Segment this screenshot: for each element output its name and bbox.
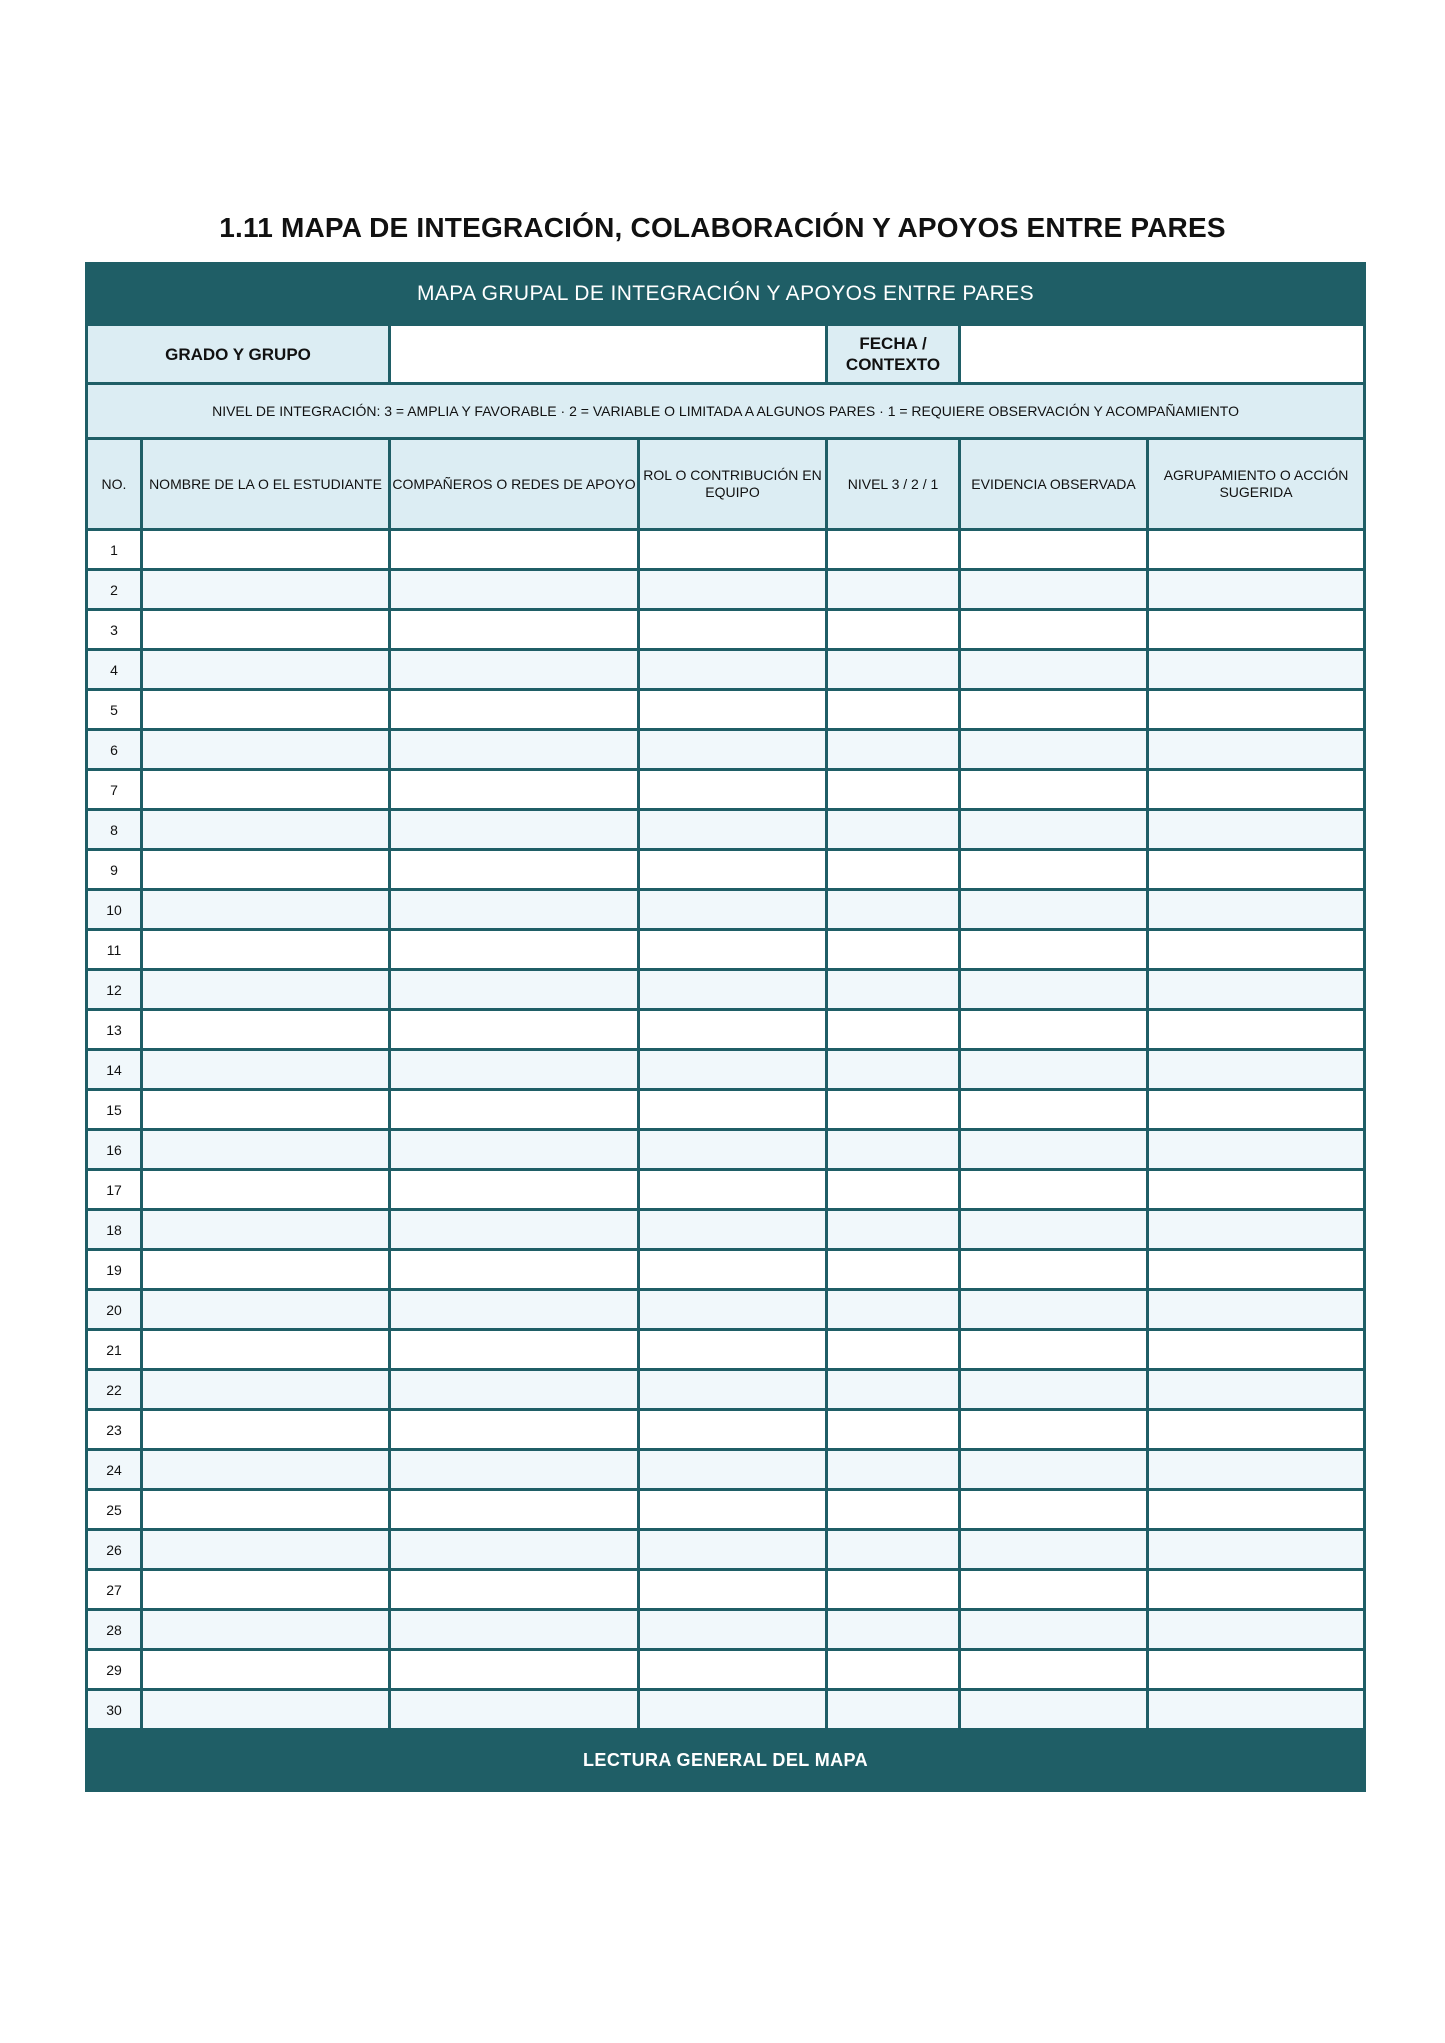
suggested-action-cell[interactable]: [1148, 1690, 1365, 1730]
table-row: [87, 1490, 1365, 1530]
row-number: 7: [87, 770, 142, 810]
team-role-cell[interactable]: [639, 690, 827, 730]
student-name-cell[interactable]: [142, 610, 390, 650]
support-networks-cell[interactable]: [390, 570, 639, 610]
team-role-cell[interactable]: [639, 730, 827, 770]
support-networks-cell[interactable]: [390, 1250, 639, 1290]
student-name-cell[interactable]: [142, 1410, 390, 1450]
table-row: [87, 650, 1365, 690]
table-row: [87, 930, 1365, 970]
row-number: 25: [87, 1490, 142, 1530]
page-title: 1.11 MAPA DE INTEGRACIÓN, COLABORACIÓN Y APOYOS ENTRE PARES: [219, 212, 1226, 243]
table-row: [87, 570, 1365, 610]
student-name-cell[interactable]: [142, 1290, 390, 1330]
suggested-action-cell[interactable]: [1148, 1250, 1365, 1290]
team-role-cell[interactable]: [639, 1330, 827, 1370]
table-row: [87, 610, 1365, 650]
support-networks-cell[interactable]: [390, 1290, 639, 1330]
column-header-no: NO.: [87, 439, 142, 530]
evidence-cell[interactable]: [960, 1210, 1148, 1250]
suggested-action-cell[interactable]: [1148, 1090, 1365, 1130]
row-number: 6: [87, 730, 142, 770]
team-role-cell[interactable]: [639, 1410, 827, 1450]
level-cell[interactable]: [827, 690, 960, 730]
evidence-cell[interactable]: [960, 650, 1148, 690]
student-name-cell[interactable]: [142, 650, 390, 690]
column-header-team-role: ROL O CONTRIBUCIÓN EN EQUIPO: [639, 439, 827, 530]
column-header-row: [87, 439, 1365, 530]
table-row: [87, 1650, 1365, 1690]
table-banner: MAPA GRUPAL DE INTEGRACIÓN Y APOYOS ENTRE PARES: [87, 264, 1365, 325]
support-networks-cell[interactable]: [390, 1570, 639, 1610]
suggested-action-cell[interactable]: [1148, 1010, 1365, 1050]
suggested-action-cell[interactable]: [1148, 1370, 1365, 1410]
row-number: 11: [87, 930, 142, 970]
level-cell[interactable]: [827, 1050, 960, 1090]
fecha-contexto-field[interactable]: [960, 325, 1365, 384]
table-row: [87, 1290, 1365, 1330]
level-cell[interactable]: [827, 850, 960, 890]
table-row: [87, 1410, 1365, 1450]
student-name-cell[interactable]: [142, 730, 390, 770]
row-number: 29: [87, 1650, 142, 1690]
table-row: [87, 770, 1365, 810]
row-number: 16: [87, 1130, 142, 1170]
level-cell[interactable]: [827, 1250, 960, 1290]
student-name-cell[interactable]: [142, 970, 390, 1010]
student-name-cell[interactable]: [142, 1450, 390, 1490]
support-networks-cell[interactable]: [390, 1130, 639, 1170]
student-name-cell[interactable]: [142, 570, 390, 610]
level-cell[interactable]: [827, 1610, 960, 1650]
suggested-action-cell[interactable]: [1148, 1610, 1365, 1650]
team-role-cell[interactable]: [639, 930, 827, 970]
suggested-action-cell[interactable]: [1148, 1570, 1365, 1610]
evidence-cell[interactable]: [960, 1330, 1148, 1370]
support-networks-cell[interactable]: [390, 1610, 639, 1650]
suggested-action-cell[interactable]: [1148, 1490, 1365, 1530]
suggested-action-cell[interactable]: [1148, 810, 1365, 850]
column-header-evidence: EVIDENCIA OBSERVADA: [960, 439, 1148, 530]
level-cell[interactable]: [827, 730, 960, 770]
support-networks-cell[interactable]: [390, 770, 639, 810]
row-number: 5: [87, 690, 142, 730]
row-number: 24: [87, 1450, 142, 1490]
suggested-action-cell[interactable]: [1148, 1290, 1365, 1330]
suggested-action-cell[interactable]: [1148, 650, 1365, 690]
support-networks-cell[interactable]: [390, 1410, 639, 1450]
row-number: 27: [87, 1570, 142, 1610]
column-header-level: NIVEL 3 / 2 / 1: [827, 439, 960, 530]
student-name-cell[interactable]: [142, 1530, 390, 1570]
team-role-cell[interactable]: [639, 1130, 827, 1170]
integration-level-legend: NIVEL DE INTEGRACIÓN: 3 = AMPLIA Y FAVORABLE · 2 = VARIABLE O LIMITADA A ALGUNOS PARES · 1 = REQUIERE OBSERVACIÓN Y ACOMPAÑAMIENTO: [87, 384, 1365, 439]
row-number: 15: [87, 1090, 142, 1130]
team-role-cell[interactable]: [639, 770, 827, 810]
level-cell[interactable]: [827, 1290, 960, 1330]
suggested-action-cell[interactable]: [1148, 1050, 1365, 1090]
table-row: [87, 1210, 1365, 1250]
evidence-cell[interactable]: [960, 1250, 1148, 1290]
evidence-cell[interactable]: [960, 930, 1148, 970]
level-cell[interactable]: [827, 1410, 960, 1450]
team-role-cell[interactable]: [639, 1610, 827, 1650]
table-row: [87, 730, 1365, 770]
level-cell[interactable]: [827, 530, 960, 570]
suggested-action-cell[interactable]: [1148, 1330, 1365, 1370]
evidence-cell[interactable]: [960, 1570, 1148, 1610]
student-name-cell[interactable]: [142, 1090, 390, 1130]
table-row: [87, 1130, 1365, 1170]
student-name-cell[interactable]: [142, 1370, 390, 1410]
team-role-cell[interactable]: [639, 1090, 827, 1130]
team-role-cell[interactable]: [639, 850, 827, 890]
table-row: [87, 1530, 1365, 1570]
row-number: 13: [87, 1010, 142, 1050]
row-number: 20: [87, 1290, 142, 1330]
suggested-action-cell[interactable]: [1148, 1650, 1365, 1690]
suggested-action-cell[interactable]: [1148, 850, 1365, 890]
support-networks-cell[interactable]: [390, 690, 639, 730]
evidence-cell[interactable]: [960, 770, 1148, 810]
level-cell[interactable]: [827, 1570, 960, 1610]
evidence-cell[interactable]: [960, 1610, 1148, 1650]
suggested-action-cell[interactable]: [1148, 1170, 1365, 1210]
row-number: 3: [87, 610, 142, 650]
row-number: 17: [87, 1170, 142, 1210]
support-networks-cell[interactable]: [390, 890, 639, 930]
table-row: [87, 530, 1365, 570]
level-cell[interactable]: [827, 770, 960, 810]
suggested-action-cell[interactable]: [1148, 770, 1365, 810]
student-name-cell[interactable]: [142, 930, 390, 970]
evidence-cell[interactable]: [960, 1690, 1148, 1730]
team-role-cell[interactable]: [639, 810, 827, 850]
integration-map-table: [85, 262, 1366, 1792]
student-name-cell[interactable]: [142, 1250, 390, 1290]
suggested-action-cell[interactable]: [1148, 1210, 1365, 1250]
suggested-action-cell[interactable]: [1148, 530, 1365, 570]
support-networks-cell[interactable]: [390, 610, 639, 650]
level-cell[interactable]: [827, 1010, 960, 1050]
table-row: [87, 1010, 1365, 1050]
level-cell[interactable]: [827, 650, 960, 690]
table-row: [87, 1450, 1365, 1490]
team-role-cell[interactable]: [639, 970, 827, 1010]
student-name-cell[interactable]: [142, 1170, 390, 1210]
student-name-cell[interactable]: [142, 1010, 390, 1050]
table-row: [87, 1570, 1365, 1610]
row-number: 21: [87, 1330, 142, 1370]
evidence-cell[interactable]: [960, 610, 1148, 650]
team-role-cell[interactable]: [639, 1210, 827, 1250]
level-cell[interactable]: [827, 570, 960, 610]
support-networks-cell[interactable]: [390, 1690, 639, 1730]
student-name-cell[interactable]: [142, 1210, 390, 1250]
evidence-cell[interactable]: [960, 1010, 1148, 1050]
level-cell[interactable]: [827, 890, 960, 930]
suggested-action-cell[interactable]: [1148, 970, 1365, 1010]
level-cell[interactable]: [827, 1370, 960, 1410]
student-name-cell[interactable]: [142, 770, 390, 810]
table-row: [87, 1050, 1365, 1090]
student-name-cell[interactable]: [142, 690, 390, 730]
level-cell[interactable]: [827, 1130, 960, 1170]
evidence-cell[interactable]: [960, 570, 1148, 610]
support-networks-cell[interactable]: [390, 1490, 639, 1530]
student-name-cell[interactable]: [142, 810, 390, 850]
support-networks-cell[interactable]: [390, 1170, 639, 1210]
team-role-cell[interactable]: [639, 530, 827, 570]
fecha-contexto-label: [827, 325, 960, 384]
row-number: 9: [87, 850, 142, 890]
evidence-cell[interactable]: [960, 1370, 1148, 1410]
fecha-label-line2: CONTEXTO: [845, 355, 941, 374]
suggested-action-cell[interactable]: [1148, 1130, 1365, 1170]
level-cell[interactable]: [827, 1210, 960, 1250]
evidence-cell[interactable]: [960, 1130, 1148, 1170]
row-number: 30: [87, 1690, 142, 1730]
suggested-action-cell[interactable]: [1148, 1530, 1365, 1570]
table-row: [87, 810, 1365, 850]
team-role-cell[interactable]: [639, 1570, 827, 1610]
row-number: 1: [87, 530, 142, 570]
row-number: 12: [87, 970, 142, 1010]
support-networks-cell[interactable]: [390, 1010, 639, 1050]
evidence-cell[interactable]: [960, 730, 1148, 770]
table-row: [87, 890, 1365, 930]
team-role-cell[interactable]: [639, 1010, 827, 1050]
table-row: [87, 690, 1365, 730]
student-name-cell[interactable]: [142, 1050, 390, 1090]
student-name-cell[interactable]: [142, 1570, 390, 1610]
row-number: 8: [87, 810, 142, 850]
level-cell[interactable]: [827, 1530, 960, 1570]
level-cell[interactable]: [827, 970, 960, 1010]
table-row: [87, 1610, 1365, 1650]
student-name-cell[interactable]: [142, 1690, 390, 1730]
suggested-action-cell[interactable]: [1148, 1450, 1365, 1490]
support-networks-cell[interactable]: [390, 810, 639, 850]
evidence-cell[interactable]: [960, 810, 1148, 850]
table-row: [87, 1690, 1365, 1730]
row-number: 2: [87, 570, 142, 610]
evidence-cell[interactable]: [960, 1170, 1148, 1210]
support-networks-cell[interactable]: [390, 1050, 639, 1090]
row-number: 22: [87, 1370, 142, 1410]
level-cell[interactable]: [827, 1690, 960, 1730]
evidence-cell[interactable]: [960, 1650, 1148, 1690]
level-cell[interactable]: [827, 1330, 960, 1370]
evidence-cell[interactable]: [960, 970, 1148, 1010]
support-networks-cell[interactable]: [390, 1370, 639, 1410]
evidence-cell[interactable]: [960, 890, 1148, 930]
level-cell[interactable]: [827, 1170, 960, 1210]
row-number: 10: [87, 890, 142, 930]
support-networks-cell[interactable]: [390, 850, 639, 890]
evidence-cell[interactable]: [960, 850, 1148, 890]
team-role-cell[interactable]: [639, 1650, 827, 1690]
row-number: 4: [87, 650, 142, 690]
evidence-cell[interactable]: [960, 530, 1148, 570]
team-role-cell[interactable]: [639, 610, 827, 650]
student-name-cell[interactable]: [142, 1490, 390, 1530]
support-networks-cell[interactable]: [390, 970, 639, 1010]
column-header-suggested-action: AGRUPAMIENTO O ACCIÓN SUGERIDA: [1148, 439, 1365, 530]
team-role-cell[interactable]: [639, 1690, 827, 1730]
team-role-cell[interactable]: [639, 1450, 827, 1490]
suggested-action-cell[interactable]: [1148, 690, 1365, 730]
support-networks-cell[interactable]: [390, 1450, 639, 1490]
team-role-cell[interactable]: [639, 1530, 827, 1570]
support-networks-cell[interactable]: [390, 930, 639, 970]
level-cell[interactable]: [827, 1650, 960, 1690]
team-role-cell[interactable]: [639, 570, 827, 610]
level-cell[interactable]: [827, 1490, 960, 1530]
team-role-cell[interactable]: [639, 1290, 827, 1330]
team-role-cell[interactable]: [639, 1170, 827, 1210]
support-networks-cell[interactable]: [390, 730, 639, 770]
team-role-cell[interactable]: [639, 890, 827, 930]
row-number: 23: [87, 1410, 142, 1450]
row-number: 28: [87, 1610, 142, 1650]
student-name-cell[interactable]: [142, 1130, 390, 1170]
row-number: 18: [87, 1210, 142, 1250]
grado-grupo-field[interactable]: [390, 325, 827, 384]
evidence-cell[interactable]: [960, 1530, 1148, 1570]
team-role-cell[interactable]: [639, 1250, 827, 1290]
table-row: [87, 1370, 1365, 1410]
evidence-cell[interactable]: [960, 1490, 1148, 1530]
grado-grupo-label: GRADO Y GRUPO: [87, 325, 390, 384]
suggested-action-cell[interactable]: [1148, 730, 1365, 770]
suggested-action-cell[interactable]: [1148, 1410, 1365, 1450]
student-name-cell[interactable]: [142, 1650, 390, 1690]
suggested-action-cell[interactable]: [1148, 610, 1365, 650]
student-name-cell[interactable]: [142, 530, 390, 570]
suggested-action-cell[interactable]: [1148, 890, 1365, 930]
student-name-cell[interactable]: [142, 1330, 390, 1370]
row-number: 14: [87, 1050, 142, 1090]
row-number: 19: [87, 1250, 142, 1290]
team-role-cell[interactable]: [639, 650, 827, 690]
fecha-label-line1: FECHA /: [859, 334, 927, 353]
team-role-cell[interactable]: [639, 1050, 827, 1090]
row-number: 26: [87, 1530, 142, 1570]
table-row: [87, 970, 1365, 1010]
table-row: [87, 850, 1365, 890]
team-role-cell[interactable]: [639, 1490, 827, 1530]
support-networks-cell[interactable]: [390, 530, 639, 570]
evidence-cell[interactable]: [960, 1090, 1148, 1130]
support-networks-cell[interactable]: [390, 1210, 639, 1250]
suggested-action-cell[interactable]: [1148, 570, 1365, 610]
column-header-student-name: NOMBRE DE LA O EL ESTUDIANTE: [142, 439, 390, 530]
support-networks-cell[interactable]: [390, 1530, 639, 1570]
level-cell[interactable]: [827, 930, 960, 970]
support-networks-cell[interactable]: [390, 650, 639, 690]
level-cell[interactable]: [827, 1090, 960, 1130]
evidence-cell[interactable]: [960, 1290, 1148, 1330]
table-row: [87, 1170, 1365, 1210]
level-cell[interactable]: [827, 810, 960, 850]
level-cell[interactable]: [827, 610, 960, 650]
suggested-action-cell[interactable]: [1148, 930, 1365, 970]
student-name-cell[interactable]: [142, 850, 390, 890]
evidence-cell[interactable]: [960, 1450, 1148, 1490]
table-row: [87, 1330, 1365, 1370]
level-cell[interactable]: [827, 1450, 960, 1490]
table-row: [87, 1250, 1365, 1290]
support-networks-cell[interactable]: [390, 1090, 639, 1130]
support-networks-cell[interactable]: [390, 1650, 639, 1690]
column-header-support-networks: COMPAÑEROS O REDES DE APOYO: [390, 439, 639, 530]
evidence-cell[interactable]: [960, 690, 1148, 730]
evidence-cell[interactable]: [960, 1410, 1148, 1450]
evidence-cell[interactable]: [960, 1050, 1148, 1090]
team-role-cell[interactable]: [639, 1370, 827, 1410]
support-networks-cell[interactable]: [390, 1330, 639, 1370]
table-footer: LECTURA GENERAL DEL MAPA: [87, 1730, 1365, 1791]
table-row: [87, 1090, 1365, 1130]
student-name-cell[interactable]: [142, 890, 390, 930]
student-name-cell[interactable]: [142, 1610, 390, 1650]
